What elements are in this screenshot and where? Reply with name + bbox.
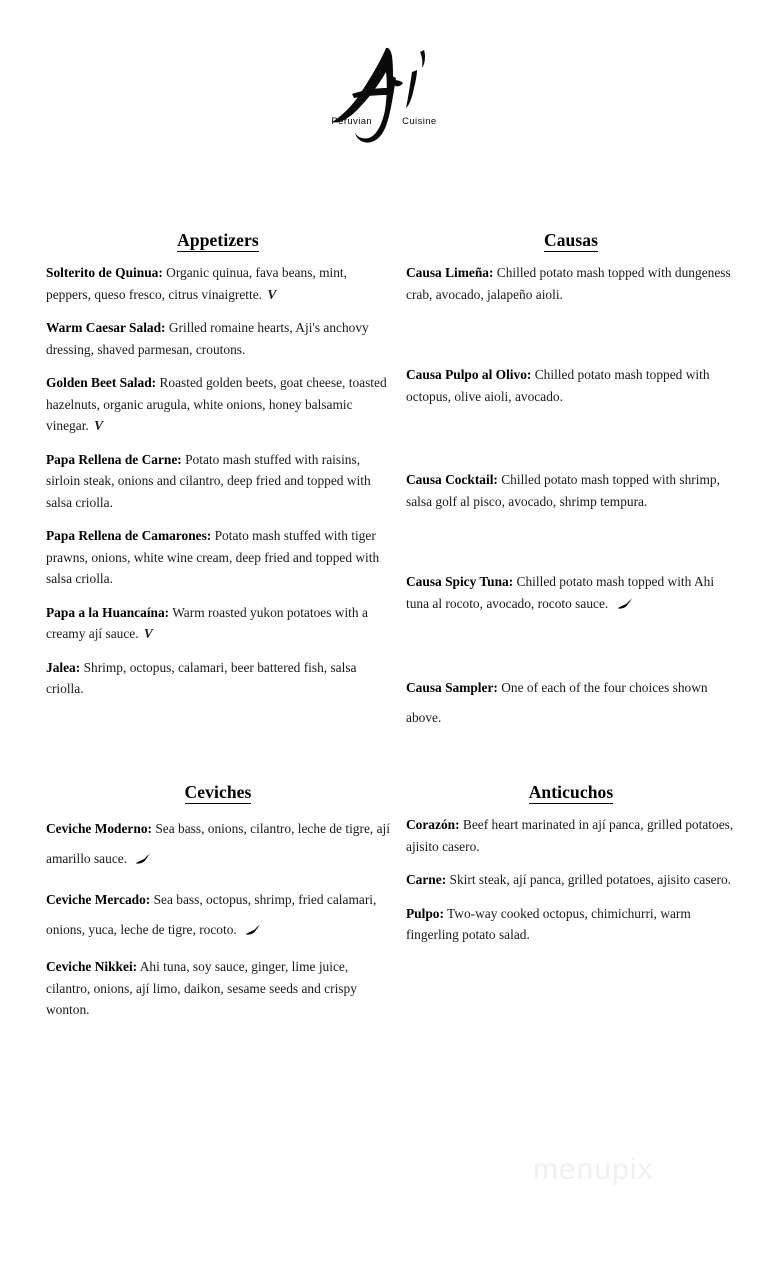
menu-item-description: Chilled potato mash topped with Ahi tuna al rocoto, avocado, rocoto sauce.	[406, 574, 715, 611]
menu-item-description: Two-way cooked octopus, chimichurri, warm fingerling potato salad.	[406, 905, 691, 942]
menu-item-name: Papa Rellena de Carne:	[46, 451, 182, 467]
vegetarian-marker: V	[94, 418, 104, 433]
menu-item	[46, 525, 390, 590]
menu-item-description: Skirt steak, ají panca, grilled potatoes, ajisito casero.	[446, 872, 732, 887]
chili-pepper-icon	[244, 923, 261, 936]
menu-item	[46, 657, 390, 700]
menu-item-description: Potato mash stuffed with tiger prawns, onions, white wine cream, deep fried and topped with salsa criolla.	[46, 528, 380, 586]
chili-pepper-icon	[134, 852, 151, 865]
menu-section-causas	[406, 230, 736, 733]
section-title-ceviches: Ceviches	[184, 782, 252, 802]
menu-item-name: Corazón:	[406, 817, 460, 832]
menu-item-name: Pulpo:	[406, 905, 444, 921]
menu-item	[406, 673, 736, 733]
menu-section-anticuchos	[406, 782, 736, 958]
vegetarian-marker: V	[267, 286, 277, 302]
menu-item-name: Solterito de Quinua:	[46, 265, 163, 280]
menu-item	[46, 372, 390, 437]
menu-item	[406, 364, 736, 407]
logo-tagline	[324, 116, 444, 127]
menu-item	[406, 814, 736, 857]
menu-item-name: Ceviche Mercado:	[46, 892, 151, 907]
menu-item	[46, 317, 390, 360]
menu-item-description: Beef heart marinated in ají panca, grilled potatoes, ajisito casero.	[406, 817, 734, 854]
menu-item	[46, 449, 390, 514]
section-title-anticuchos: Anticuchos	[528, 782, 614, 802]
menu-item-list	[46, 814, 390, 1021]
menu-item	[406, 469, 736, 512]
menu-item-name: Ceviche Nikkei:	[46, 959, 138, 974]
menu-item	[406, 869, 736, 891]
menu-item-name: Ceviche Moderno:	[46, 821, 152, 836]
menu-item-description: One of each of the four choices shown above.	[406, 680, 708, 725]
logo-tagline-right: Cuisine	[402, 116, 437, 127]
menu-section-ceviches	[46, 782, 390, 1032]
menu-item-name: Causa Pulpo al Olivo:	[406, 367, 532, 382]
menu-item-description: Sea bass, octopus, shrimp, fried calamari, onions, yuca, leche de tigre, rocoto.	[46, 892, 377, 937]
menu-item	[46, 262, 390, 305]
menu-item	[406, 571, 736, 614]
menu-item-description: Grilled romaine hearts, Aji's anchovy dressing, shaved parmesan, croutons.	[46, 320, 369, 357]
chili-pepper-icon	[616, 597, 633, 610]
menu-item-description: Shrimp, octopus, calamari, beer battered fish, salsa criolla.	[46, 659, 357, 696]
menu-item-list	[46, 262, 390, 700]
menu-item	[46, 885, 390, 945]
menu-item-name: Causa Spicy Tuna:	[406, 574, 514, 589]
logo-tagline-left: Peruvian	[331, 116, 373, 127]
menu-item-description: Ahi tuna, soy sauce, ginger, lime juice, cilantro, onions, ají limo, daikon, sesame seeds and crispy wonton.	[46, 959, 357, 1017]
menu-item-name: Jalea:	[46, 659, 81, 675]
menu-item-name: Golden Beet Salad:	[46, 375, 157, 390]
menupix-watermark	[533, 1148, 723, 1208]
menu-item	[46, 956, 390, 1021]
menu-item-name: Causa Limeña:	[406, 265, 494, 280]
menu-item-name: Causa Cocktail:	[406, 472, 498, 487]
menu-item-description: Roasted golden beets, goat cheese, toasted hazelnuts, organic arugula, white onions, honey balsamic vinegar.	[46, 375, 387, 433]
menu-item-list	[406, 262, 736, 733]
aji-script-logo-icon	[324, 42, 444, 146]
menu-item-description: Chilled potato mash topped with shrimp, salsa golf al pisco, avocado, shrimp tempura.	[406, 472, 720, 509]
spicy-marker	[240, 922, 261, 937]
menu-item-name: Papa Rellena de Camarones:	[46, 528, 212, 543]
menu-item-name: Causa Sampler:	[406, 680, 498, 695]
section-title-appetizers: Appetizers	[177, 230, 259, 250]
spicy-marker	[130, 851, 151, 866]
menu-item-description: Sea bass, onions, cilantro, leche de tigre, ají amarillo sauce.	[46, 821, 390, 866]
menu-item-description: Chilled potato mash topped with octopus, olive aioli, avocado.	[406, 367, 710, 404]
menu-item-description: Potato mash stuffed with raisins, sirloin steak, onions and cilantro, deep fried and topped with salsa criolla.	[46, 451, 371, 510]
menu-item	[46, 602, 390, 645]
spicy-marker	[612, 596, 633, 611]
menu-item-description: Chilled potato mash topped with dungeness crab, avocado, jalapeño aioli.	[406, 265, 731, 302]
menu-item-name: Carne:	[406, 872, 447, 887]
menu-section-appetizers	[46, 230, 390, 712]
menu-item	[406, 262, 736, 305]
menu-item-name: Papa a la Huancaína:	[46, 604, 170, 620]
restaurant-logo	[0, 44, 768, 156]
menu-item-description: Warm roasted yukon potatoes with a creamy ají sauce.	[46, 604, 368, 641]
menu-item-list	[406, 814, 736, 946]
vegetarian-marker: V	[143, 626, 153, 641]
menu-item	[46, 814, 390, 874]
section-title-causas: Causas	[543, 230, 599, 250]
menu-item	[406, 903, 736, 946]
menu-item-description: Organic quinua, fava beans, mint, peppers, queso fresco, citrus vinaigrette.	[46, 265, 348, 302]
watermark-text: menupix	[533, 1153, 654, 1186]
menu-item-name: Warm Caesar Salad:	[46, 320, 166, 335]
